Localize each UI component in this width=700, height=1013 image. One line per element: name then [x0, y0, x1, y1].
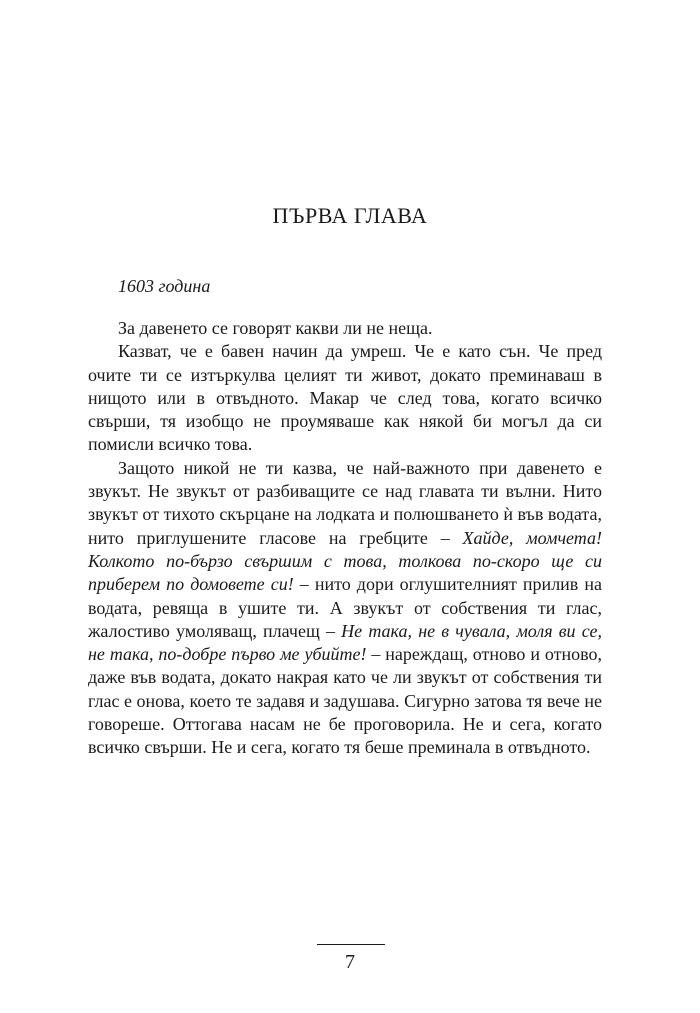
paragraph-3	[88, 457, 602, 760]
page-number-rule	[317, 944, 385, 945]
paragraph-3-quote-plea: Не така, не в чувала, моля ви се, не така, по-добре първо ме убийте!	[88, 620, 602, 665]
paragraph-1: За давенето се говорят какви ли не неща.	[118, 318, 433, 338]
page-number: 7	[345, 951, 355, 973]
paragraph-2: Казват, че е бавен начин да умреш. Че е като сън. Че пред очите ти се изтъркулва целият ти живот, докато преминаваш в нищото или в отвъдното. Макар че след това, когато всичко свърши, тя изобщо не проумяваше как някой би могъл да си помисли всичко това.	[88, 341, 602, 455]
chapter-body	[88, 317, 602, 760]
paragraph-3-text-c: – нито дори оглушителният прилив на водата, ревяща в ушите ти. А звукът от собствения ти глас, жалостиво умоляващ, плачещ –	[88, 574, 602, 641]
chapter-year: 1603 година	[118, 276, 211, 296]
paragraph-3-quote-oarsmen: Хайде, момчета! Колкото по-бързо свършим с това, толкова по-скоро ще си приберем по домовете си!	[88, 527, 602, 595]
chapter-title: ПЪРВА ГЛАВА	[272, 203, 428, 228]
paragraph-3-text-e: – нареждащ, отново и отново, даже във водата, докато накрая като че ли звукът от собствения ти глас е онова, което те задавя и задушава. Сигурно затова тя вече не говореше. Оттогава насам не бе проговорила. Не и сега, когато всичко свърши. Не и сега, когато тя беше преминала в отвъдното.	[88, 644, 602, 758]
paragraph-3-text-a: Защото никой не ти казва, че най-важното при давенето е звукът. Не звукът от разбиващите се над главата ти вълни. Нито звукът от тихото скърцане на лодката и полюшването ѝ във водата, нито приглушените гласове на гребците –	[88, 457, 602, 548]
